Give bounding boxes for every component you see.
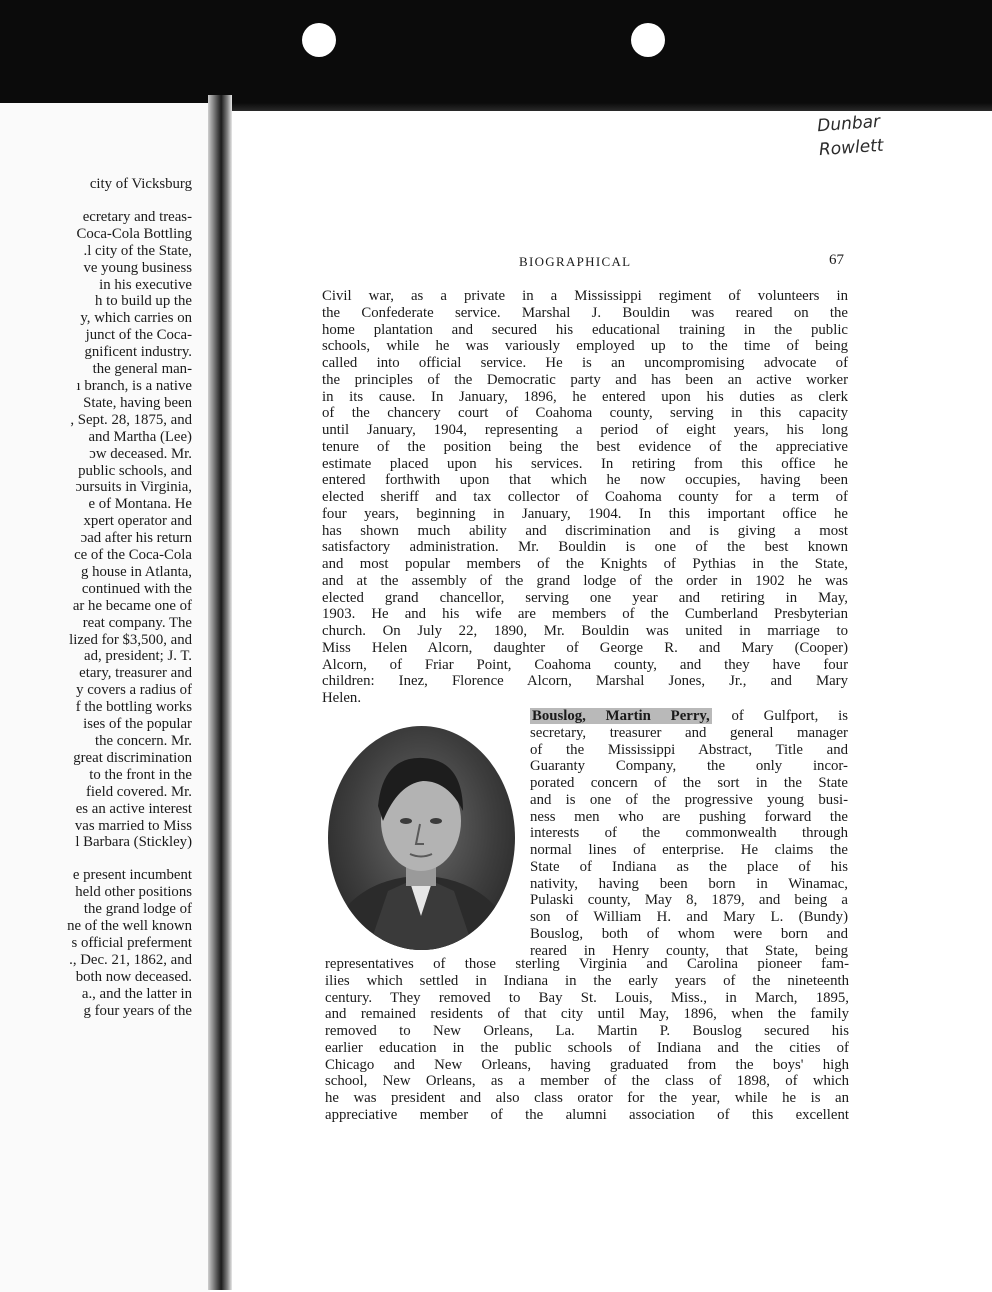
main-text-line: schools, while he was variously employed up to the time of being: [322, 338, 848, 355]
left-page-text-line: both now deceased.: [75, 968, 192, 985]
entry-lower-line: appreciative member of the alumni association of this excellent: [325, 1106, 849, 1123]
entry-lower-line: school, New Orleans, as a member of the class of 1898, of which: [325, 1073, 849, 1090]
entry-name-highlight: Bouslog, Martin Perry,: [532, 708, 710, 724]
portrait-photo: [328, 726, 515, 950]
left-page-text-line: ɔad after his return: [80, 530, 192, 547]
left-page-text-line: e of Montana. He: [88, 496, 192, 513]
left-page-text-line: xpert operator and: [83, 513, 192, 530]
left-page-text-line: s official preferment: [71, 934, 192, 951]
left-page-text-line: continued with the: [81, 580, 192, 597]
entry-narrow-line: reared in Henry county, that State, being: [530, 942, 848, 959]
page-number: 67: [829, 252, 844, 268]
main-text-line: the principles of the Democratic party and has been an active worker: [322, 371, 848, 388]
left-page-text-line: ɔursuits in Virginia,: [75, 479, 192, 496]
entry-narrow-line: normal lines of enterprise. He claims the: [530, 842, 848, 858]
left-page-text-line: g four years of the: [83, 1002, 192, 1019]
entry-lower-line: century. They removed to Bay St. Louis, Miss., in March, 1895,: [325, 989, 849, 1006]
main-text-line: and at the assembly of the grand lodge of the order in 1902 he was: [322, 572, 848, 589]
main-text-line: and most popular members of the Knights of Pythias in the State,: [322, 556, 848, 572]
left-page-text-line: es an active interest: [75, 800, 192, 817]
main-text-line: 1903. He and his wife are members of the Cumberland Presbyterian: [322, 606, 848, 623]
binder-hole-left: [302, 23, 336, 57]
entry-narrow-line: Bouslog, both of whom were born and: [530, 925, 848, 942]
left-page-text-line: and Martha (Lee): [88, 428, 192, 445]
main-text-line: Civil war, as a private in a Mississippi regiment of volunteers in: [322, 288, 848, 304]
left-page-text-line: lized for $3,500, and: [69, 631, 192, 648]
left-page-text-line: vas married to Miss: [74, 817, 192, 834]
main-text-line: entered forthwith upon that which he now occupies, having been: [322, 472, 848, 489]
left-page-text-line: f the bottling works: [75, 699, 192, 716]
left-page-text-line: great discrimination: [73, 749, 192, 766]
entry-lower-line: ilies which settled in Indiana in the early years of the nineteenth: [325, 972, 849, 989]
left-page-text-line: g house in Atlanta,: [81, 563, 192, 580]
left-page-text-line: public schools, and: [78, 462, 192, 479]
main-text-line: church. On July 22, 1890, Mr. Bouldin was united in marriage to: [322, 623, 848, 639]
entry-narrow-lines: [530, 725, 848, 960]
entry-lower-line: earlier education in the public schools of Indiana and the cities of: [325, 1039, 849, 1056]
entry-first-line-rest: of Gulfport, is: [731, 708, 848, 724]
entry-narrow-line: State of Indiana as the place of his: [530, 858, 848, 875]
main-text-line: satisfactory administration. Mr. Bouldin is one of the best known: [322, 539, 848, 556]
left-page-text-line: a., and the latter in: [81, 985, 192, 1002]
entry-narrow-line: Pulaski county, May 8, 1879, and being a: [530, 892, 848, 909]
main-text-line: children: Inez, Florence Alcorn, Marshal Jones, Jr., and Mary: [322, 673, 848, 690]
binder-hole-right: [631, 23, 665, 57]
entry-lower-text: [325, 956, 849, 1124]
left-page-text-line: junct of the Coca-: [85, 327, 192, 344]
entry-narrow-line: Guaranty Company, the only incor-: [530, 758, 848, 775]
left-page-text-line: ve young business: [83, 259, 192, 276]
left-page-text-line: Coca-Cola Bottling: [76, 225, 192, 242]
entry-narrow-text: [530, 708, 848, 959]
book-spine-gutter: [208, 95, 232, 1290]
left-page-text-line: y covers a radius of: [76, 682, 192, 699]
left-page-text-line: h to build up the: [95, 293, 192, 310]
entry-narrow-line: and is one of the progressive young busi-: [530, 791, 848, 808]
entry-narrow-line: of the Mississippi Abstract, Title and: [530, 741, 848, 758]
left-page-text-line: ecretary and treas-: [82, 208, 192, 225]
left-page-text-line: ises of the popular: [83, 716, 192, 733]
main-text-line: Alcorn, of Friar Point, Coahoma county, and they have four: [322, 656, 848, 673]
entry-lower-line: he was president and also class orator for the year, while he is an: [325, 1090, 849, 1106]
main-text-line: estimate placed upon his services. In retiring from this office he: [322, 455, 848, 472]
main-text-line: four years, beginning in January, 1904. In this important office he: [322, 505, 848, 522]
scan-top-band: [0, 0, 992, 103]
left-page-text-line: the concern. Mr.: [95, 733, 192, 749]
left-page-text-line: ɔw deceased. Mr.: [89, 445, 192, 462]
left-page-text-line: y, which carries on: [80, 310, 192, 327]
entry-narrow-line: ness men who are pushing forward the: [530, 808, 848, 825]
main-text-line: has shown much ability and discrimination and is giving a most: [322, 522, 848, 539]
main-text-line: home plantation and secured his educational training in the public: [322, 321, 848, 338]
handwritten-note-line: Rowlett: [818, 135, 885, 161]
left-page-text-line: the general man-: [92, 361, 192, 378]
left-page-text-line: [0, 851, 192, 867]
entry-lower-line: representatives of those sterling Virginia and Carolina pioneer fam-: [325, 956, 849, 972]
left-page-text-line: etary, treasurer and: [79, 665, 192, 682]
main-text-line: Helen.: [322, 690, 362, 706]
handwritten-note-line: Dunbar: [816, 111, 881, 137]
entry-first-line: [530, 708, 848, 725]
left-page-text-line: State, having been: [83, 394, 192, 411]
entry-lower-line: Chicago and New Orleans, having graduated from the boys' high: [325, 1056, 849, 1073]
entry-narrow-line: secretary, treasurer and general manager: [530, 724, 848, 741]
entry-narrow-line: porated concern of the sort in the State: [530, 775, 848, 791]
left-page-text-line: ı branch, is a native: [76, 377, 192, 394]
main-text-line: elected grand chancellor, serving one year and retiring in May,: [322, 589, 848, 606]
left-page-text-line: field covered. Mr.: [85, 783, 192, 800]
left-page-text-line: ar he became one of: [72, 597, 192, 614]
left-page-text-line: ce of the Coca-Cola: [74, 547, 192, 564]
left-page-text-line: reat company. The: [82, 614, 192, 631]
main-text-line: the Confederate service. Marshal J. Bouldin was reared on the: [322, 304, 848, 321]
left-page-text-line: .l city of the State,: [83, 242, 192, 259]
entry-narrow-line: nativity, having been born in Winamac,: [530, 875, 848, 892]
main-text-line: elected sheriff and tax collector of Coahoma county for a term of: [322, 489, 848, 505]
entry-narrow-line: interests of the commonwealth through: [530, 825, 848, 842]
main-text-block: [322, 288, 848, 707]
main-text-line: until January, 1904, representing a period of eight years, his long: [322, 422, 848, 438]
entry-narrow-line: son of William H. and Mary L. (Bundy): [530, 909, 848, 925]
left-page-text-line: l Barbara (Stickley): [75, 834, 192, 851]
left-page-text-line: , Sept. 28, 1875, and: [70, 411, 192, 428]
left-page-text-line: e present incumbent: [72, 867, 192, 884]
entry-lower-line: removed to New Orleans, La. Martin P. Bouslog secured his: [325, 1023, 849, 1039]
left-page-text-line: city of Vicksburg: [89, 176, 192, 192]
left-page-text-line: the grand lodge of: [83, 901, 192, 918]
main-text-line: of the chancery court of Coahoma county, serving in this capacity: [322, 405, 848, 422]
left-page-text-column: [0, 176, 192, 1020]
handwritten-note: [816, 106, 939, 162]
left-page-text-line: to the front in the: [89, 766, 192, 783]
left-page-text-line: ., Dec. 21, 1862, and: [69, 951, 192, 968]
left-page-text-line: in his executive: [99, 276, 192, 293]
left-page-text-line: ad, president; J. T.: [84, 648, 192, 665]
left-page-text-line: [0, 193, 192, 209]
main-text-line: tenure of the position being the best evidence of the appreciative: [322, 438, 848, 455]
left-page-text-line: gnificent industry.: [84, 344, 192, 361]
main-text-line: in its cause. In January, 1896, he entered upon his duties as clerk: [322, 388, 848, 405]
left-page-text-line: ne of the well known: [67, 918, 192, 935]
portrait-illustration: [328, 726, 515, 950]
main-text-line: Miss Helen Alcorn, daughter of George R. and Mary (Cooper): [322, 639, 848, 656]
main-text-line: called into official service. He is an uncompromising advocate of: [322, 355, 848, 371]
left-page-text-line: held other positions: [75, 884, 192, 901]
entry-lower-line: and remained residents of that city until May, 1896, when the family: [325, 1006, 849, 1023]
running-head: BIOGRAPHICAL: [519, 254, 632, 269]
